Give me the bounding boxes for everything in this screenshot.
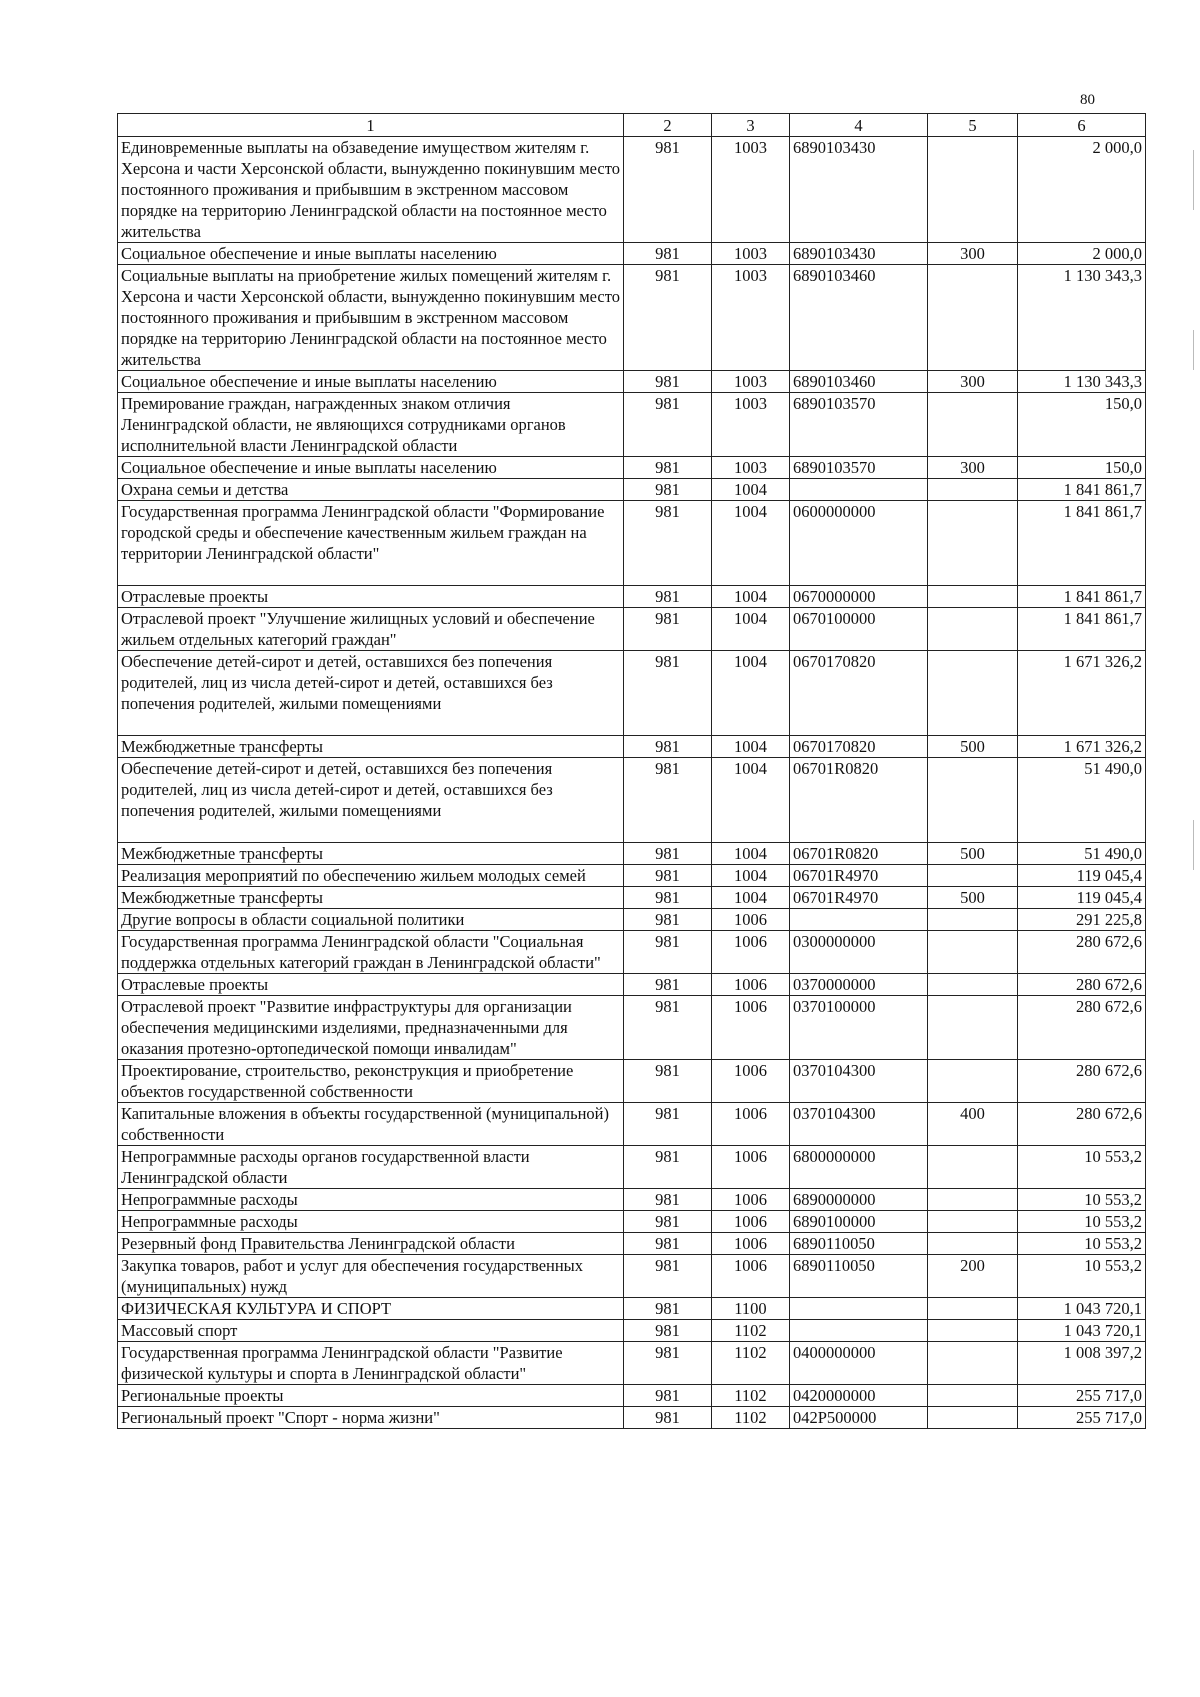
scan-edge-mark (1193, 330, 1194, 370)
section-code-cell: 1004 (712, 887, 790, 909)
row-name-cell: Межбюджетные трансферты (118, 887, 624, 909)
target-article-cell: 6890103460 (790, 265, 928, 371)
target-article-cell: 042P500000 (790, 1407, 928, 1429)
amount-cell: 10 553,2 (1018, 1189, 1146, 1211)
amount-cell: 1 841 861,7 (1018, 479, 1146, 501)
column-header: 6 (1018, 114, 1146, 137)
expense-type-cell (928, 393, 1018, 457)
row-name-cell: Премирование граждан, награжденных знаком отличия Ленинградской области, не являющихся сотрудниками органов исполнительной власти Ленинградской области (118, 393, 624, 457)
code-ministry-cell: 981 (624, 586, 712, 608)
row-name-cell: ФИЗИЧЕСКАЯ КУЛЬТУРА И СПОРТ (118, 1298, 624, 1320)
target-article-cell: 0370000000 (790, 974, 928, 996)
target-article-cell: 06701R4970 (790, 865, 928, 887)
section-code-cell: 1006 (712, 974, 790, 996)
code-ministry-cell: 981 (624, 1146, 712, 1189)
code-ministry-cell: 981 (624, 1189, 712, 1211)
amount-cell: 10 553,2 (1018, 1233, 1146, 1255)
row-name-cell: Межбюджетные трансферты (118, 736, 624, 758)
table-row (118, 1103, 1146, 1146)
table-row (118, 371, 1146, 393)
section-code-cell: 1006 (712, 909, 790, 931)
row-name-cell: Охрана семьи и детства (118, 479, 624, 501)
code-ministry-cell: 981 (624, 974, 712, 996)
amount-cell: 1 008 397,2 (1018, 1342, 1146, 1385)
table-row (118, 1342, 1146, 1385)
amount-cell: 10 553,2 (1018, 1146, 1146, 1189)
code-ministry-cell: 981 (624, 1060, 712, 1103)
row-name-cell: Региональный проект "Спорт - норма жизни" (118, 1407, 624, 1429)
expense-type-cell (928, 1298, 1018, 1320)
amount-cell: 1 671 326,2 (1018, 651, 1146, 736)
target-article-cell: 0670100000 (790, 608, 928, 651)
row-name-cell: Обеспечение детей-сирот и детей, оставшихся без попечения родителей, лиц из числа детей-сирот и детей, оставшихся без попечения родителей, жилыми помещениями (118, 651, 624, 736)
target-article-cell: 6890110050 (790, 1233, 928, 1255)
amount-cell: 119 045,4 (1018, 865, 1146, 887)
target-article-cell (790, 1320, 928, 1342)
target-article-cell (790, 909, 928, 931)
row-name-cell: Капитальные вложения в объекты государственной (муниципальной) собственности (118, 1103, 624, 1146)
expense-type-cell (928, 479, 1018, 501)
expense-type-cell (928, 651, 1018, 736)
table-row (118, 909, 1146, 931)
expense-type-cell: 300 (928, 243, 1018, 265)
table-row (118, 996, 1146, 1060)
table-row (118, 651, 1146, 736)
table-row (118, 1146, 1146, 1189)
page-number: 80 (1080, 92, 1095, 108)
expense-type-cell (928, 608, 1018, 651)
target-article-cell: 06701R0820 (790, 758, 928, 843)
expense-type-cell (928, 1233, 1018, 1255)
code-ministry-cell: 981 (624, 1233, 712, 1255)
row-name-cell: Непрограммные расходы органов государственной власти Ленинградской области (118, 1146, 624, 1189)
row-name-cell: Закупка товаров, работ и услуг для обеспечения государственных (муниципальных) нужд (118, 1255, 624, 1298)
table-row (118, 1255, 1146, 1298)
expense-type-cell (928, 501, 1018, 586)
code-ministry-cell: 981 (624, 758, 712, 843)
table-row (118, 608, 1146, 651)
amount-cell: 291 225,8 (1018, 909, 1146, 931)
row-name-cell: Социальное обеспечение и иные выплаты населению (118, 371, 624, 393)
section-code-cell: 1003 (712, 393, 790, 457)
code-ministry-cell: 981 (624, 479, 712, 501)
section-code-cell: 1006 (712, 1233, 790, 1255)
row-name-cell: Социальные выплаты на приобретение жилых помещений жителям г. Херсона и части Херсонской области, вынужденно покинувшим место постоянного проживания и прибывшим в экстренном массовом порядке на территорию Ленинградской области на постоянное место жительства (118, 265, 624, 371)
section-code-cell: 1004 (712, 758, 790, 843)
column-header: 1 (118, 114, 624, 137)
code-ministry-cell: 981 (624, 651, 712, 736)
amount-cell: 10 553,2 (1018, 1255, 1146, 1298)
section-code-cell: 1004 (712, 651, 790, 736)
section-code-cell: 1006 (712, 1146, 790, 1189)
section-code-cell: 1004 (712, 608, 790, 651)
table-row (118, 758, 1146, 843)
target-article-cell: 06701R0820 (790, 843, 928, 865)
target-article-cell: 0300000000 (790, 931, 928, 974)
table-row (118, 1385, 1146, 1407)
code-ministry-cell: 981 (624, 608, 712, 651)
target-article-cell: 6890103430 (790, 243, 928, 265)
row-name-cell: Государственная программа Ленинградской области "Социальная поддержка отдельных категорий граждан в Ленинградской области" (118, 931, 624, 974)
amount-cell: 1 841 861,7 (1018, 586, 1146, 608)
table-body (118, 137, 1146, 1429)
section-code-cell: 1006 (712, 931, 790, 974)
amount-cell: 1 841 861,7 (1018, 501, 1146, 586)
expense-type-cell (928, 865, 1018, 887)
amount-cell: 255 717,0 (1018, 1407, 1146, 1429)
amount-cell: 280 672,6 (1018, 1060, 1146, 1103)
amount-cell: 280 672,6 (1018, 1103, 1146, 1146)
code-ministry-cell: 981 (624, 996, 712, 1060)
section-code-cell: 1006 (712, 996, 790, 1060)
table-row (118, 974, 1146, 996)
row-name-cell: Непрограммные расходы (118, 1189, 624, 1211)
target-article-cell: 06701R4970 (790, 887, 928, 909)
target-article-cell: 6890103430 (790, 137, 928, 243)
expense-type-cell (928, 586, 1018, 608)
amount-cell: 119 045,4 (1018, 887, 1146, 909)
target-article-cell: 0600000000 (790, 501, 928, 586)
code-ministry-cell: 981 (624, 1255, 712, 1298)
code-ministry-cell: 981 (624, 736, 712, 758)
table-header-row (118, 114, 1146, 137)
expense-type-cell (928, 758, 1018, 843)
section-code-cell: 1004 (712, 736, 790, 758)
amount-cell: 280 672,6 (1018, 931, 1146, 974)
table-row (118, 1060, 1146, 1103)
target-article-cell: 6890110050 (790, 1255, 928, 1298)
target-article-cell: 0400000000 (790, 1342, 928, 1385)
code-ministry-cell: 981 (624, 393, 712, 457)
table-row (118, 479, 1146, 501)
section-code-cell: 1006 (712, 1189, 790, 1211)
scan-edge-mark (1193, 820, 1194, 870)
scan-edge-mark (1193, 150, 1194, 210)
amount-cell: 150,0 (1018, 457, 1146, 479)
row-name-cell: Резервный фонд Правительства Ленинградской области (118, 1233, 624, 1255)
code-ministry-cell: 981 (624, 137, 712, 243)
table-row (118, 137, 1146, 243)
row-name-cell: Региональные проекты (118, 1385, 624, 1407)
target-article-cell: 0670170820 (790, 651, 928, 736)
row-name-cell: Проектирование, строительство, реконструкция и приобретение объектов государственной собственности (118, 1060, 624, 1103)
target-article-cell: 6890000000 (790, 1189, 928, 1211)
amount-cell: 280 672,6 (1018, 974, 1146, 996)
code-ministry-cell: 981 (624, 457, 712, 479)
table-row (118, 501, 1146, 586)
target-article-cell: 6890103460 (790, 371, 928, 393)
expense-type-cell (928, 996, 1018, 1060)
amount-cell: 1 841 861,7 (1018, 608, 1146, 651)
table-row (118, 1407, 1146, 1429)
section-code-cell: 1006 (712, 1060, 790, 1103)
code-ministry-cell: 981 (624, 1407, 712, 1429)
amount-cell: 1 130 343,3 (1018, 265, 1146, 371)
amount-cell: 1 043 720,1 (1018, 1298, 1146, 1320)
target-article-cell: 0370104300 (790, 1103, 928, 1146)
section-code-cell: 1004 (712, 479, 790, 501)
table-row (118, 1189, 1146, 1211)
table-row (118, 243, 1146, 265)
target-article-cell: 6890103570 (790, 457, 928, 479)
amount-cell: 1 130 343,3 (1018, 371, 1146, 393)
target-article-cell: 6890100000 (790, 1211, 928, 1233)
section-code-cell: 1004 (712, 501, 790, 586)
code-ministry-cell: 981 (624, 931, 712, 974)
budget-table (117, 113, 1146, 1429)
section-code-cell: 1102 (712, 1407, 790, 1429)
code-ministry-cell: 981 (624, 501, 712, 586)
expense-type-cell (928, 1189, 1018, 1211)
expense-type-cell (928, 931, 1018, 974)
section-code-cell: 1003 (712, 137, 790, 243)
row-name-cell: Отраслевой проект "Развитие инфраструктуры для организации обеспечения медицинскими изделиями, предназначенными для оказания протезно-ортопедической помощи инвалидам" (118, 996, 624, 1060)
column-header: 4 (790, 114, 928, 137)
row-name-cell: Обеспечение детей-сирот и детей, оставшихся без попечения родителей, лиц из числа детей-сирот и детей, оставшихся без попечения родителей, жилыми помещениями (118, 758, 624, 843)
row-name-cell: Реализация мероприятий по обеспечению жильем молодых семей (118, 865, 624, 887)
target-article-cell (790, 1298, 928, 1320)
code-ministry-cell: 981 (624, 1320, 712, 1342)
expense-type-cell (928, 137, 1018, 243)
expense-type-cell: 500 (928, 843, 1018, 865)
table-row (118, 931, 1146, 974)
section-code-cell: 1006 (712, 1103, 790, 1146)
expense-type-cell: 500 (928, 736, 1018, 758)
expense-type-cell (928, 1211, 1018, 1233)
code-ministry-cell: 981 (624, 865, 712, 887)
code-ministry-cell: 981 (624, 1298, 712, 1320)
table-row (118, 1211, 1146, 1233)
amount-cell: 2 000,0 (1018, 137, 1146, 243)
expense-type-cell (928, 1146, 1018, 1189)
amount-cell: 1 043 720,1 (1018, 1320, 1146, 1342)
code-ministry-cell: 981 (624, 371, 712, 393)
row-name-cell: Межбюджетные трансферты (118, 843, 624, 865)
expense-type-cell: 300 (928, 457, 1018, 479)
column-header: 2 (624, 114, 712, 137)
expense-type-cell: 400 (928, 1103, 1018, 1146)
section-code-cell: 1102 (712, 1342, 790, 1385)
table-row (118, 843, 1146, 865)
amount-cell: 280 672,6 (1018, 996, 1146, 1060)
expense-type-cell (928, 265, 1018, 371)
amount-cell: 10 553,2 (1018, 1211, 1146, 1233)
section-code-cell: 1006 (712, 1255, 790, 1298)
table-row (118, 1320, 1146, 1342)
amount-cell: 2 000,0 (1018, 243, 1146, 265)
target-article-cell: 6890103570 (790, 393, 928, 457)
table-row (118, 865, 1146, 887)
code-ministry-cell: 981 (624, 887, 712, 909)
section-code-cell: 1003 (712, 371, 790, 393)
table-row (118, 1233, 1146, 1255)
target-article-cell (790, 479, 928, 501)
code-ministry-cell: 981 (624, 909, 712, 931)
row-name-cell: Отраслевые проекты (118, 586, 624, 608)
row-name-cell: Отраслевые проекты (118, 974, 624, 996)
section-code-cell: 1102 (712, 1320, 790, 1342)
row-name-cell: Массовый спорт (118, 1320, 624, 1342)
table-row (118, 265, 1146, 371)
table-row (118, 736, 1146, 758)
section-code-cell: 1100 (712, 1298, 790, 1320)
row-name-cell: Единовременные выплаты на обзаведение имуществом жителям г. Херсона и части Херсонской области, вынужденно покинувшим место постоянного проживания и прибывшим в экстренном массовом порядке на территорию Ленинградской области на постоянное место жительства (118, 137, 624, 243)
expense-type-cell (928, 1407, 1018, 1429)
expense-type-cell (928, 1342, 1018, 1385)
amount-cell: 150,0 (1018, 393, 1146, 457)
code-ministry-cell: 981 (624, 1342, 712, 1385)
table-row (118, 457, 1146, 479)
section-code-cell: 1004 (712, 843, 790, 865)
expense-type-cell (928, 909, 1018, 931)
row-name-cell: Государственная программа Ленинградской области "Развитие физической культуры и спорта в Ленинградской области" (118, 1342, 624, 1385)
expense-type-cell (928, 974, 1018, 996)
section-code-cell: 1102 (712, 1385, 790, 1407)
expense-type-cell: 300 (928, 371, 1018, 393)
row-name-cell: Социальное обеспечение и иные выплаты населению (118, 243, 624, 265)
column-header: 3 (712, 114, 790, 137)
row-name-cell: Отраслевой проект "Улучшение жилищных условий и обеспечение жильем отдельных категорий граждан" (118, 608, 624, 651)
expense-type-cell (928, 1385, 1018, 1407)
expense-type-cell: 500 (928, 887, 1018, 909)
row-name-cell: Социальное обеспечение и иные выплаты населению (118, 457, 624, 479)
code-ministry-cell: 981 (624, 265, 712, 371)
row-name-cell: Непрограммные расходы (118, 1211, 624, 1233)
amount-cell: 255 717,0 (1018, 1385, 1146, 1407)
code-ministry-cell: 981 (624, 243, 712, 265)
amount-cell: 51 490,0 (1018, 758, 1146, 843)
target-article-cell: 6800000000 (790, 1146, 928, 1189)
code-ministry-cell: 981 (624, 1103, 712, 1146)
amount-cell: 51 490,0 (1018, 843, 1146, 865)
section-code-cell: 1003 (712, 265, 790, 371)
column-header: 5 (928, 114, 1018, 137)
target-article-cell: 0370104300 (790, 1060, 928, 1103)
target-article-cell: 0370100000 (790, 996, 928, 1060)
section-code-cell: 1006 (712, 1211, 790, 1233)
expense-type-cell (928, 1060, 1018, 1103)
expense-type-cell: 200 (928, 1255, 1018, 1298)
target-article-cell: 0420000000 (790, 1385, 928, 1407)
table-row (118, 586, 1146, 608)
code-ministry-cell: 981 (624, 1385, 712, 1407)
section-code-cell: 1003 (712, 243, 790, 265)
code-ministry-cell: 981 (624, 1211, 712, 1233)
code-ministry-cell: 981 (624, 843, 712, 865)
table-row (118, 887, 1146, 909)
expense-type-cell (928, 1320, 1018, 1342)
row-name-cell: Другие вопросы в области социальной политики (118, 909, 624, 931)
section-code-cell: 1003 (712, 457, 790, 479)
target-article-cell: 0670170820 (790, 736, 928, 758)
row-name-cell: Государственная программа Ленинградской области "Формирование городской среды и обеспечение качественным жильем граждан на территории Ленинградской области" (118, 501, 624, 586)
target-article-cell: 0670000000 (790, 586, 928, 608)
table-row (118, 1298, 1146, 1320)
section-code-cell: 1004 (712, 586, 790, 608)
table-row (118, 393, 1146, 457)
amount-cell: 1 671 326,2 (1018, 736, 1146, 758)
section-code-cell: 1004 (712, 865, 790, 887)
